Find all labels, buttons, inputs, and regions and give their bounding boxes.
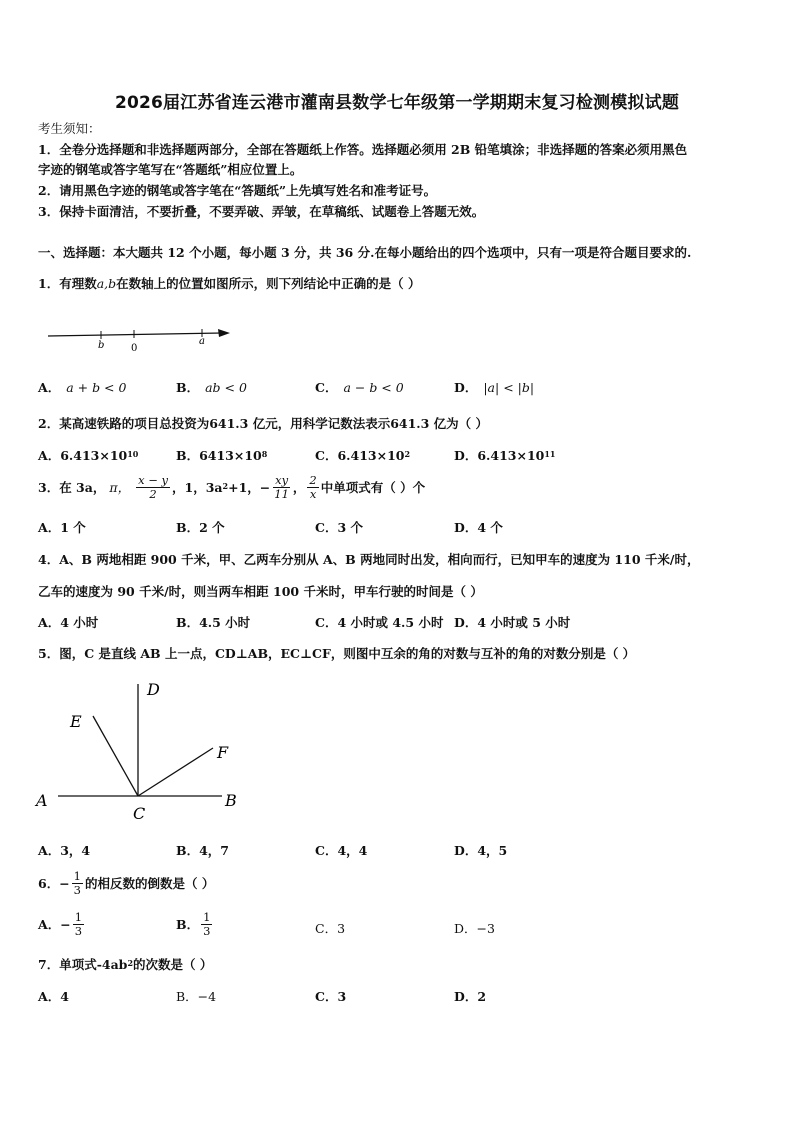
q5-option-c[interactable]: C．4，4 bbox=[315, 843, 368, 858]
q3-fraction-3 bbox=[307, 474, 318, 501]
q6-fraction-num: 1 bbox=[73, 869, 81, 883]
q3-option-a[interactable]: A．1 个 bbox=[38, 520, 86, 535]
q5-option-d[interactable]: D．4，5 bbox=[454, 843, 508, 858]
q2-option-d[interactable] bbox=[454, 448, 556, 464]
q3-option-b[interactable]: B．2 个 bbox=[176, 520, 225, 535]
question-6 bbox=[38, 870, 214, 897]
q5-option-b[interactable]: B．4，7 bbox=[176, 843, 229, 858]
q1-text-a: 1．有理数 bbox=[38, 276, 97, 291]
q6-option-a-num: 1 bbox=[74, 910, 83, 924]
q2-option-c-text: C．6.413×10 bbox=[315, 448, 405, 463]
q1-option-c-expr: a − b < 0 bbox=[343, 380, 404, 395]
q2-option-a-text: A．6.413×10 bbox=[38, 448, 128, 463]
q1-vars: a,b bbox=[96, 276, 117, 291]
q6-option-b-label: B． bbox=[176, 916, 200, 932]
q2-option-a[interactable] bbox=[38, 448, 138, 464]
q3-fraction-3-num: 2 bbox=[309, 473, 317, 487]
q6-suffix: 的相反数的倒数是（ ） bbox=[85, 875, 215, 891]
q2-option-d-text: D．6.413×10 bbox=[454, 448, 545, 463]
axis-label-a: a bbox=[199, 336, 205, 347]
q1-option-b-expr: ab < 0 bbox=[205, 380, 247, 395]
q1-option-a-expr: a + b < 0 bbox=[66, 380, 127, 395]
question-5: 5．图，C 是直线 AB 上一点，CD⊥AB，EC⊥CF，则图中互余的角的对数与互补的角的对数分别是（ ） bbox=[38, 646, 636, 661]
q2-option-d-exp: 11 bbox=[544, 449, 556, 459]
q3-fraction-1-num: x − y bbox=[138, 473, 169, 487]
q3-mid-exp: 2 bbox=[222, 480, 229, 491]
q6-option-c[interactable]: C．3 bbox=[315, 921, 346, 936]
q4-option-a[interactable]: A．4 小时 bbox=[38, 615, 99, 630]
axis-label-zero: 0 bbox=[131, 343, 138, 354]
diagram-label-e: E bbox=[70, 712, 82, 731]
q7-text-b: 的次数是（ ） bbox=[133, 957, 213, 972]
q4-option-d[interactable]: D．4 小时或 5 小时 bbox=[454, 615, 571, 630]
diagram-label-c: C bbox=[133, 804, 146, 823]
q7-option-a[interactable]: A．4 bbox=[38, 989, 69, 1004]
q4-option-b[interactable]: B．4.5 小时 bbox=[176, 615, 251, 630]
q3-fraction-1 bbox=[136, 474, 170, 501]
notice-item-1-line-2: 字迹的钢笔或答字笔写在“答题纸”相应位置上。 bbox=[38, 162, 303, 177]
q3-pi: π， bbox=[109, 479, 131, 495]
q7-option-d[interactable]: D．2 bbox=[454, 989, 487, 1004]
q3-option-c[interactable]: C．3 个 bbox=[315, 520, 363, 535]
diagram-label-f: F bbox=[217, 743, 229, 762]
question-4-line-1: 4．A、B 两地相距 900 千米，甲、乙两车分别从 A、B 两地同时出发，相向而行，已知甲车的速度为 110 千米/时， bbox=[38, 552, 700, 567]
q3-comma: ， bbox=[292, 479, 306, 495]
notice-item-3: 3．保持卡面清洁，不要折叠，不要弄破、弄皱，在草稿纸、试题卷上答题无效。 bbox=[38, 204, 485, 219]
q6-option-a-den: 3 bbox=[74, 924, 83, 938]
question-4-line-2: 乙车的速度为 90 千米/时，则当两车相距 100 千米时，甲车行驶的时间是（ ） bbox=[38, 584, 483, 599]
q6-option-b[interactable] bbox=[176, 911, 214, 938]
q2-option-b[interactable] bbox=[176, 448, 267, 464]
q3-mid: ，1，3a bbox=[172, 479, 223, 495]
q3-fraction-2-num: xy bbox=[275, 473, 289, 487]
q2-option-c[interactable] bbox=[315, 448, 410, 464]
question-7 bbox=[38, 957, 212, 973]
page-title: 2026届江苏省连云港市灌南县数学七年级第一学期期末复习检测模拟试题 bbox=[114, 93, 680, 113]
q1-option-b[interactable] bbox=[176, 380, 247, 396]
q3-fraction-1-den: 2 bbox=[149, 487, 157, 501]
q3-prefix: 3．在 3a， bbox=[38, 479, 106, 495]
q6-option-b-num: 1 bbox=[203, 910, 211, 924]
section-heading: 一、选择题：本大题共 12 个小题，每小题 3 分，共 36 分.在每小题给出的四个选项中，只有一项是符合题目要求的. bbox=[38, 245, 692, 260]
q3-option-d[interactable]: D．4 个 bbox=[454, 520, 503, 535]
q2-option-b-exp: 8 bbox=[261, 449, 268, 459]
q7-option-c[interactable]: C．3 bbox=[315, 989, 347, 1004]
q7-text-a: 7．单项式-4ab bbox=[38, 957, 128, 972]
q1-option-d-label: D． bbox=[454, 380, 478, 395]
q1-option-d[interactable] bbox=[454, 380, 534, 396]
q6-option-a-label: A．− bbox=[38, 916, 71, 932]
q6-option-a-fraction bbox=[73, 911, 84, 938]
q7-exp: 2 bbox=[127, 958, 134, 968]
q2-option-a-exp: 10 bbox=[127, 449, 139, 459]
q3-fraction-3-den: x bbox=[309, 487, 317, 501]
q5-option-a[interactable]: A．3，4 bbox=[38, 843, 91, 858]
q6-fraction bbox=[72, 870, 83, 897]
q6-option-d[interactable]: D．−3 bbox=[454, 921, 495, 936]
q1-option-a[interactable] bbox=[38, 380, 126, 396]
q1-text-b: 在数轴上的位置如图所示，则下列结论中正确的是（ ） bbox=[116, 276, 421, 291]
question-2: 2．某高速铁路的项目总投资为641.3 亿元，用科学记数法表示641.3 亿为（ ） bbox=[38, 416, 489, 431]
axis-label-b: b bbox=[98, 340, 105, 351]
q7-option-b[interactable]: B．−4 bbox=[176, 989, 217, 1004]
q4-option-c[interactable]: C．4 小时或 4.5 小时 bbox=[315, 615, 444, 630]
q1-option-b-label: B． bbox=[176, 380, 200, 395]
q1-option-a-label: A． bbox=[38, 380, 61, 395]
q6-option-b-fraction bbox=[201, 911, 212, 938]
notice-heading: 考生须知： bbox=[38, 121, 101, 136]
q1-option-d-expr: |a| < |b| bbox=[483, 380, 535, 395]
q6-fraction-den: 3 bbox=[73, 883, 81, 897]
q3-fraction-2 bbox=[272, 474, 291, 501]
angle-diagram bbox=[34, 676, 254, 826]
q3-mid2: +1，− bbox=[228, 479, 271, 495]
q1-option-c[interactable] bbox=[315, 380, 404, 396]
q3-suffix: 中单项式有（ ）个 bbox=[320, 479, 426, 495]
q2-option-b-text: B．6413×10 bbox=[176, 448, 262, 463]
diagram-label-a: A bbox=[36, 791, 48, 810]
diagram-label-b: B bbox=[225, 791, 237, 810]
q6-option-b-den: 3 bbox=[203, 924, 211, 938]
notice-item-2: 2．请用黑色字迹的钢笔或答字笔在“答题纸”上先填写姓名和准考证号。 bbox=[38, 183, 437, 198]
question-1 bbox=[38, 276, 421, 292]
q2-option-c-exp: 2 bbox=[404, 449, 411, 459]
q6-prefix: 6．− bbox=[38, 875, 70, 891]
question-3 bbox=[38, 474, 425, 501]
q6-option-a[interactable] bbox=[38, 911, 86, 938]
number-line bbox=[44, 322, 244, 358]
notice-item-1-line-1: 1．全卷分选择题和非选择题两部分，全部在答题纸上作答。选择题必须用 2B 铅笔填涂；非选择题的答案必须用黑色 bbox=[38, 142, 688, 157]
q3-fraction-2-den: 11 bbox=[274, 487, 289, 501]
q1-option-c-label: C． bbox=[315, 380, 338, 395]
diagram-label-d: D bbox=[147, 680, 160, 699]
